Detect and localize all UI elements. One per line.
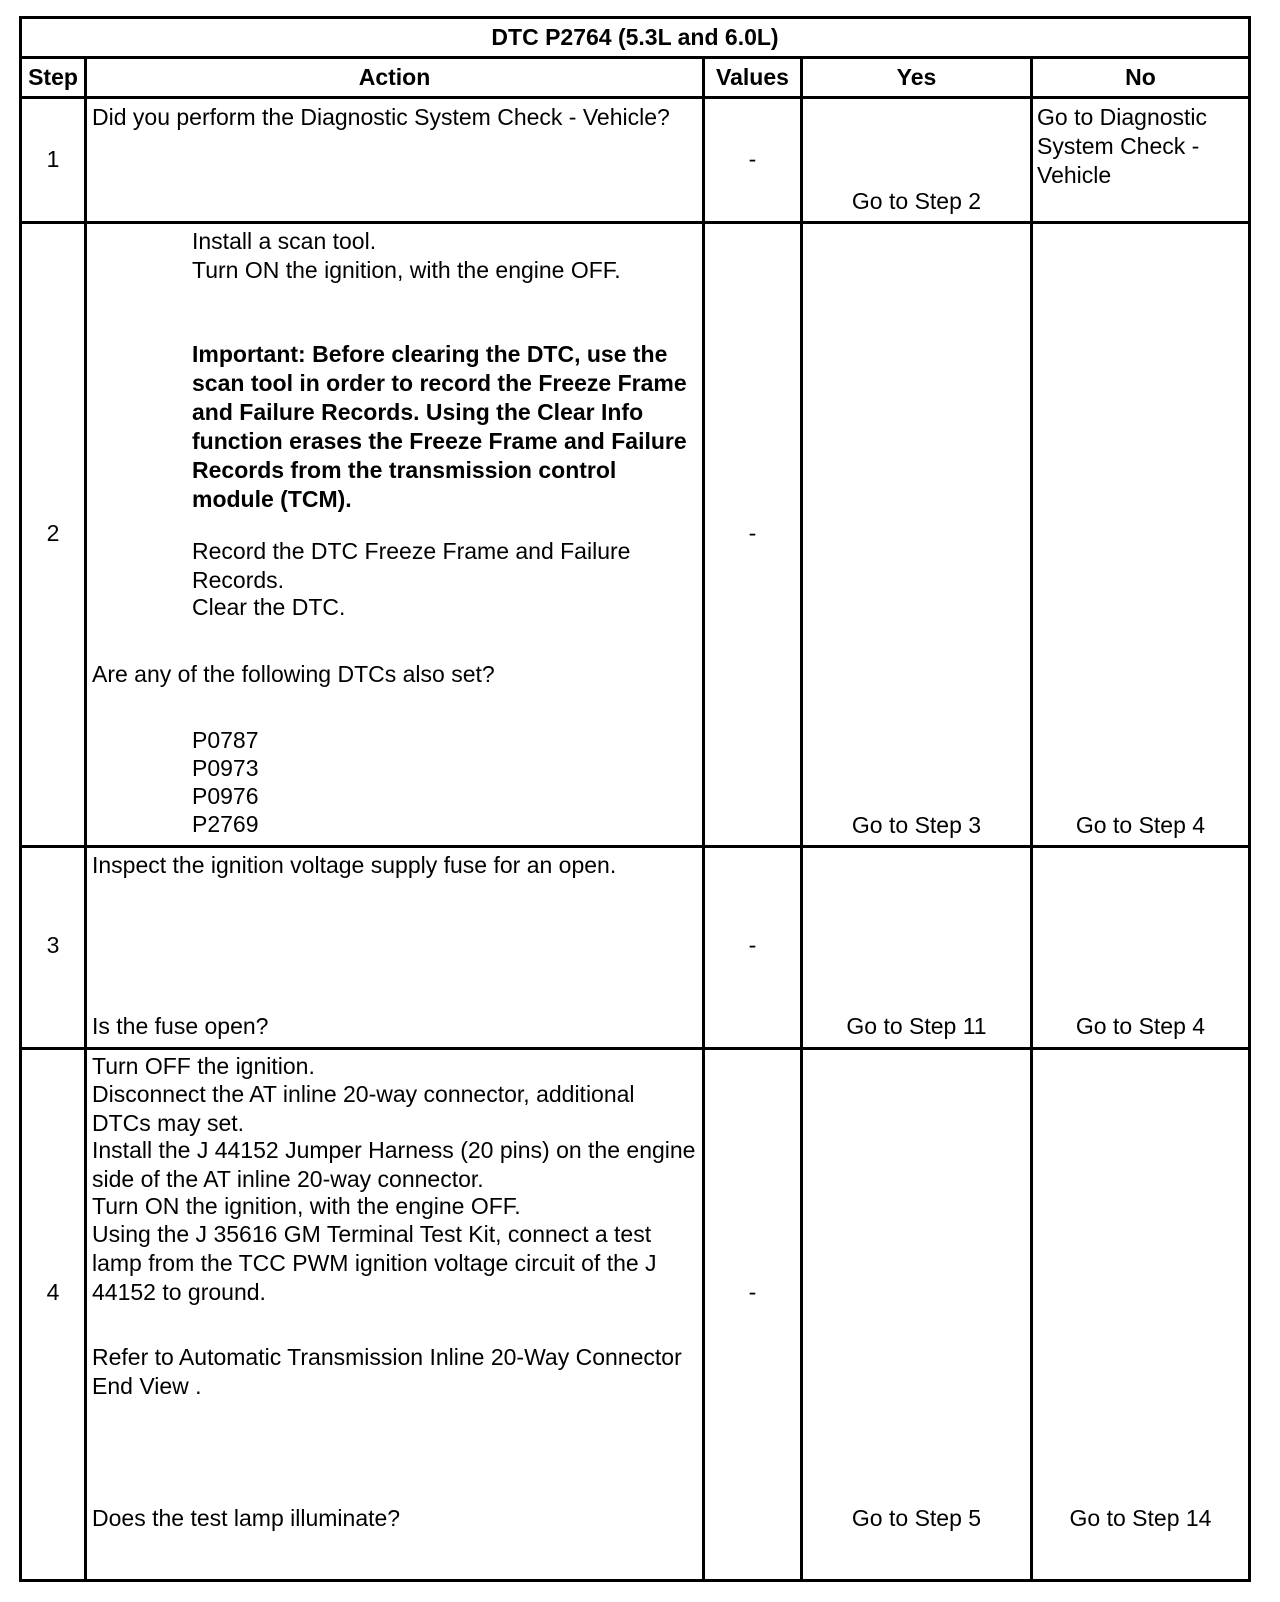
rule-under-step-2: [22, 845, 1248, 848]
action-instruction: Record the DTC Freeze Frame and Failure Records.: [192, 538, 631, 593]
yes-link[interactable]: Go to Step 2: [851, 188, 982, 214]
step-number: 2: [46, 520, 60, 546]
dtc-code: P2769: [192, 811, 259, 837]
rule-under-step-3: [22, 1047, 1248, 1050]
yes-link[interactable]: Go to Step 5: [851, 1505, 982, 1531]
rule-action-col: [702, 59, 705, 1579]
rule-under-title: [22, 56, 1248, 59]
reference-link[interactable]: Refer to Automatic Transmission Inline 20-Way Connector End View .: [92, 1344, 682, 1399]
header-yes: Yes: [896, 64, 937, 90]
header-action: Action: [358, 64, 431, 90]
dtc-code: P0973: [192, 755, 259, 781]
rule-under-step-1: [22, 221, 1248, 224]
action-text: Inspect the ignition voltage supply fuse for an open.: [92, 852, 617, 878]
rule-step-col: [84, 59, 87, 1579]
no-link[interactable]: Go to Step 4: [1075, 812, 1206, 838]
yes-link[interactable]: Go to Step 3: [851, 812, 982, 838]
values-text: -: [748, 932, 757, 958]
dtc-table: [19, 16, 1251, 1582]
action-instruction: Disconnect the AT inline 20-way connector, additional DTCs may set.: [92, 1081, 635, 1136]
action-question: Is the fuse open?: [92, 1013, 269, 1039]
step-number: 3: [46, 932, 60, 958]
action-instruction: Clear the DTC.: [192, 594, 346, 620]
step-number: 4: [46, 1279, 60, 1305]
yes-link[interactable]: Go to Step 11: [846, 1013, 987, 1039]
dtc-code: P0976: [192, 783, 259, 809]
values-text: -: [748, 146, 757, 172]
header-step: Step: [28, 64, 78, 90]
action-instruction: Install a scan tool.: [192, 228, 377, 254]
table-title: DTC P2764 (5.3L and 6.0L): [491, 24, 779, 50]
action-instruction: Install the J 44152 Jumper Harness (20 pins) on the engine side of the AT inline 20-way connector.: [92, 1137, 696, 1192]
action-instruction: Turn ON the ignition, with the engine OFF.: [192, 257, 621, 283]
step-number: 1: [46, 146, 60, 172]
values-text: -: [748, 1279, 757, 1305]
header-values: Values: [716, 64, 789, 90]
action-instruction: Using the J 35616 GM Terminal Test Kit, connect a test lamp from the TCC PWM ignition voltage circuit of the J 44152 to ground.: [92, 1221, 657, 1305]
action-instruction: Turn OFF the ignition.: [92, 1053, 315, 1079]
values-text: -: [748, 520, 757, 546]
no-link[interactable]: Go to Diagnostic System Check - Vehicle: [1037, 104, 1208, 188]
no-link[interactable]: Go to Step 14: [1069, 1505, 1212, 1531]
action-text: Did you perform the Diagnostic System Check - Vehicle?: [92, 104, 670, 130]
important-note: Important: Before clearing the DTC, use the scan tool in order to record the Freeze Frame and Failure Records. Using the Clear Info function erases the Freeze Frame and Failure Records from the transmission control module (TCM).: [192, 341, 687, 512]
rule-under-header: [22, 96, 1248, 99]
action-question: Does the test lamp illuminate?: [92, 1505, 401, 1531]
dtc-code: P0787: [192, 727, 259, 753]
header-no: No: [1125, 64, 1156, 90]
action-question: Are any of the following DTCs also set?: [92, 661, 495, 687]
action-instruction: Turn ON the ignition, with the engine OFF.: [92, 1193, 521, 1219]
no-link[interactable]: Go to Step 4: [1075, 1013, 1206, 1039]
